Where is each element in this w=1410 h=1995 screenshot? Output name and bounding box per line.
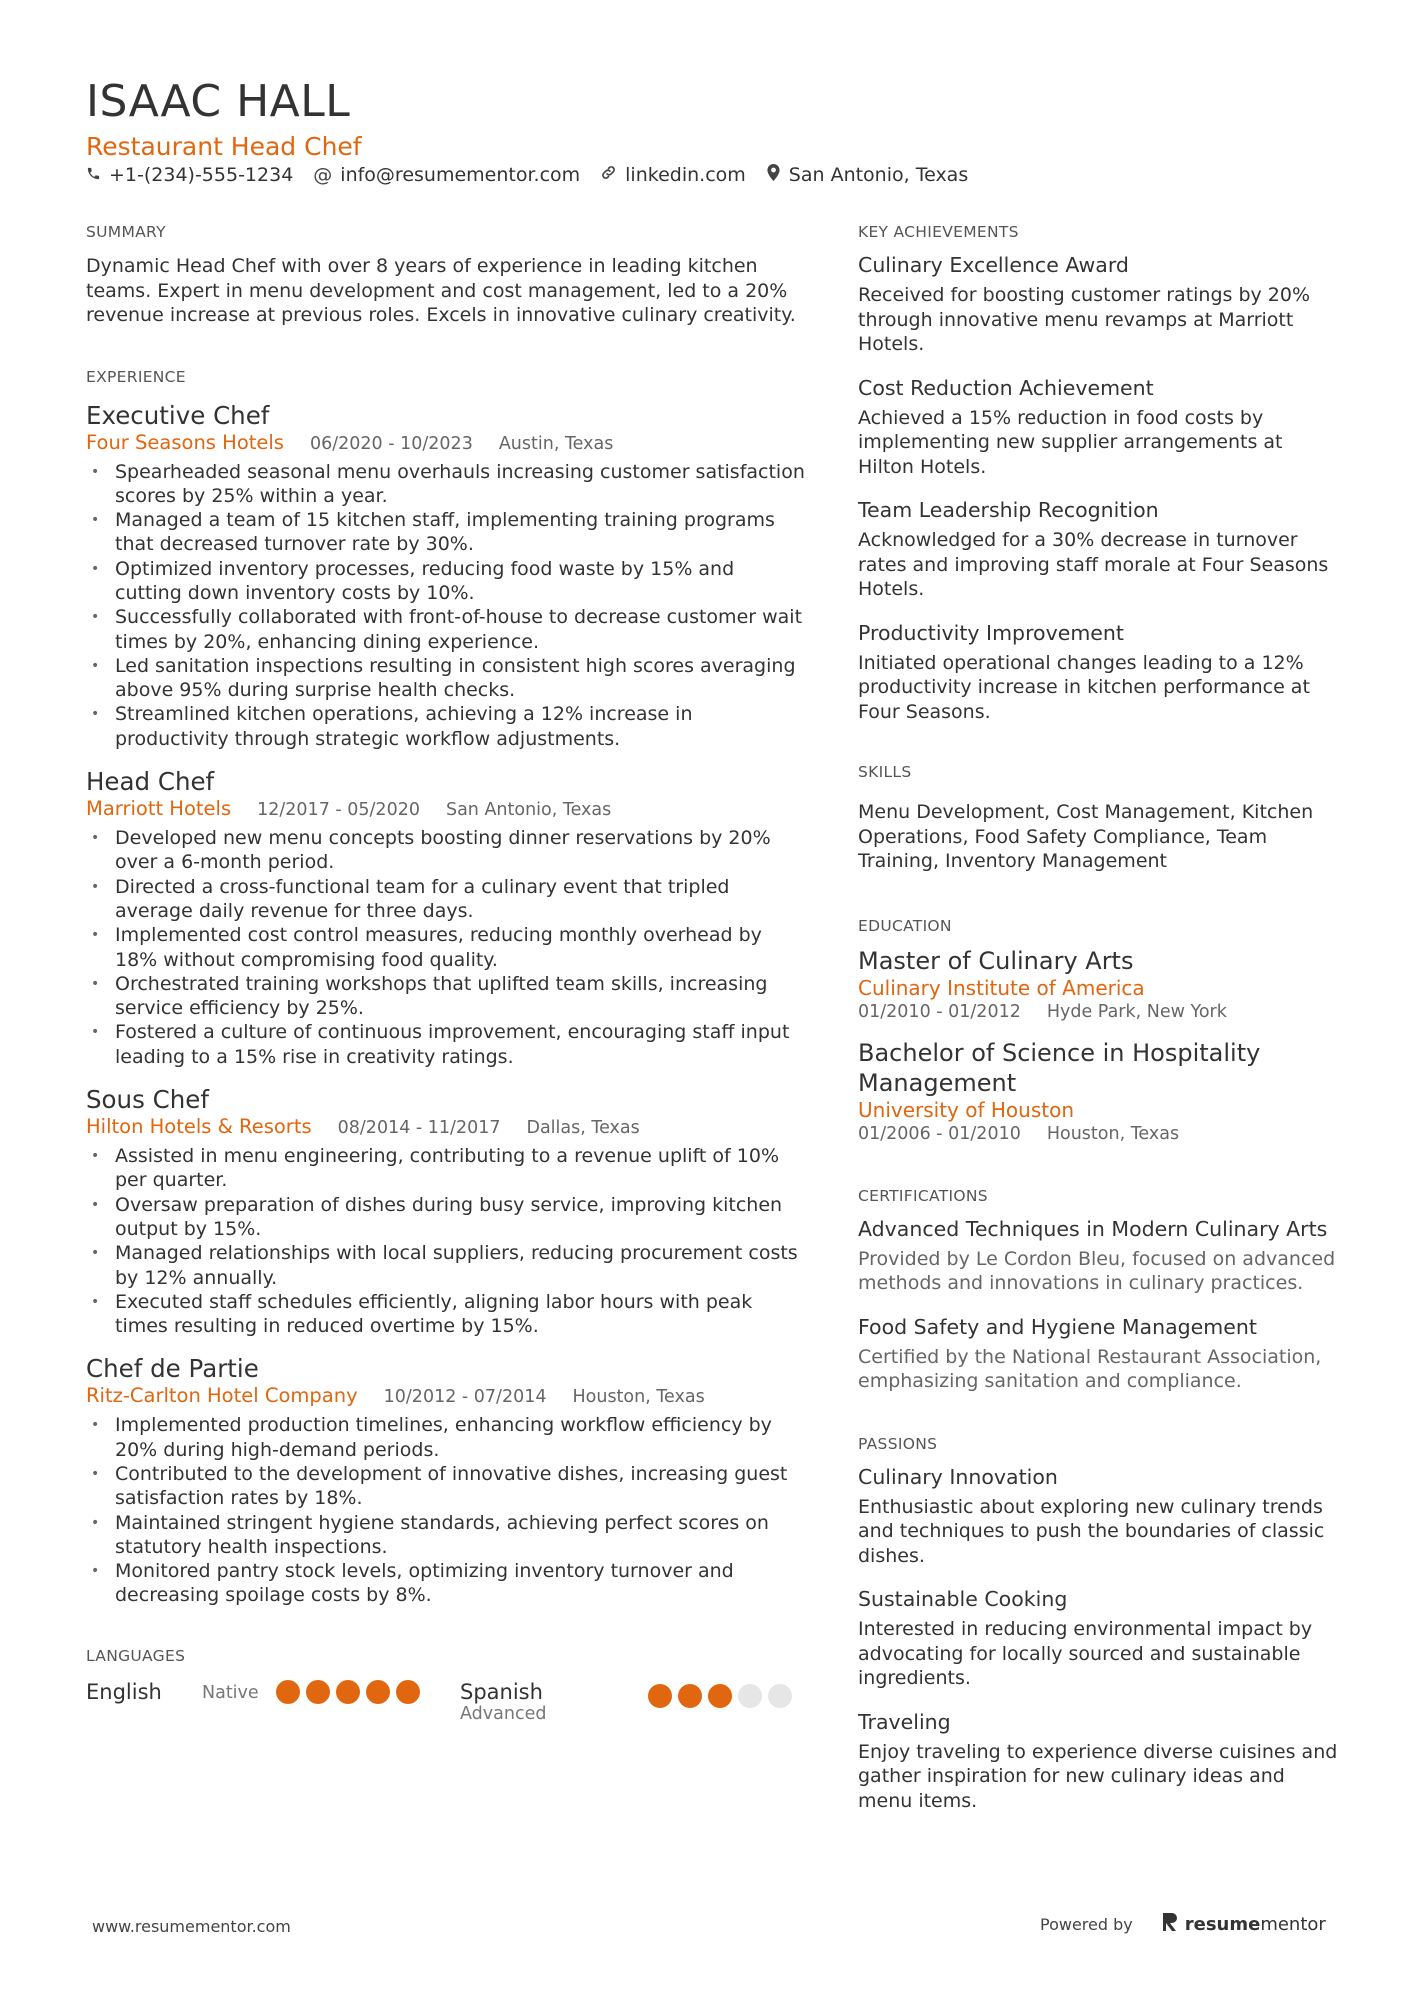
job-bullets: [86, 1413, 806, 1607]
skills-heading: SKILLS: [858, 763, 912, 781]
contact-linkedin-text: linkedin.com: [625, 164, 746, 186]
certification-title: Food Safety and Hygiene Management: [858, 1314, 1257, 1339]
achievement-title: Team Leadership Recognition: [858, 498, 1159, 522]
job-bullets: [86, 1144, 806, 1338]
achievement-title: Culinary Excellence Award: [858, 253, 1129, 277]
passion-text: Interested in reducing environmental impact by advocating for locally sourced and sustainable ingredients.: [858, 1618, 1313, 1689]
job-bullet: • Maintained stringent hygiene standards, achieving perfect scores on statutory health inspections.: [86, 1511, 806, 1560]
job-title: Chef de Partie: [86, 1354, 259, 1384]
languages-row: [86, 1680, 806, 1724]
powered-by-label: Powered by: [1040, 1915, 1133, 1934]
achievement-text: Initiated operational changes leading to a 12% productivity increase in kitchen performance at Four Seasons.: [858, 651, 1310, 723]
passions-section: [858, 1434, 1338, 1814]
education-location: Houston, Texas: [1046, 1123, 1180, 1144]
certifications-section: [858, 1186, 1338, 1394]
phone-icon: [86, 164, 109, 186]
job-bullet: • Optimized inventory processes, reducing food waste by 15% and cutting down inventory costs by 10%.: [86, 557, 806, 606]
rating-dot-filled: [366, 1680, 390, 1704]
achievement-item: [858, 620, 1338, 725]
job-bullet: • Led sanitation inspections resulting in consistent high scores averaging above 95% during surprise health checks.: [86, 654, 806, 703]
job-bullet: • Contributed to the development of innovative dishes, increasing guest satisfaction rates by 18%.: [86, 1462, 806, 1511]
rating-dot-filled: [306, 1680, 330, 1704]
summary-section: [86, 222, 806, 328]
job-company: Hilton Hotels & Resorts: [86, 1115, 312, 1139]
candidate-role: Restaurant Head Chef: [86, 132, 362, 161]
job-title: Head Chef: [86, 767, 215, 797]
rating-dot-filled: [678, 1684, 702, 1708]
passion-title: Traveling: [858, 1709, 951, 1734]
left-column: [86, 222, 806, 1724]
contact-email-text: info@resumementor.com: [340, 164, 581, 186]
job-title: Sous Chef: [86, 1085, 209, 1115]
passion-text: Enjoy traveling to experience diverse cuisines and gather inspiration for new culinary ideas and menu items.: [858, 1740, 1338, 1812]
job-location: Austin, Texas: [498, 433, 614, 454]
job-dates: 12/2017 - 05/2020: [257, 800, 420, 821]
job-bullet: • Successfully collaborated with front-of-house to decrease customer wait times by 20%, enhancing dining experience.: [86, 605, 806, 654]
languages-section: [86, 1646, 806, 1724]
achievement-title: Productivity Improvement: [858, 620, 1124, 645]
contact-linkedin[interactable]: [600, 164, 746, 186]
contact-email[interactable]: [313, 164, 580, 186]
job-bullets: [86, 460, 806, 752]
job-meta: [86, 797, 806, 822]
footer-website[interactable]: www.resumementor.com: [92, 1917, 291, 1936]
job-bullet: • Fostered a culture of continuous improvement, encouraging staff input leading to a 15% rise in creativity ratings.: [86, 1020, 806, 1069]
contact-phone-text: +1-(234)-555-1234: [109, 164, 294, 186]
experience-heading: EXPERIENCE: [86, 367, 186, 386]
contact-location: [766, 164, 968, 186]
job-company: Four Seasons Hotels: [86, 430, 284, 454]
certifications-heading: CERTIFICATIONS: [858, 1186, 988, 1205]
link-icon: [600, 164, 625, 186]
job-company: Marriott Hotels: [86, 797, 232, 821]
achievement-text: Acknowledged for a 30% decrease in turnover rates and improving staff morale at Four Seasons Hotels.: [858, 529, 1329, 600]
job-bullet: • Spearheaded seasonal menu overhauls increasing customer satisfaction scores by 25% within a year.: [86, 460, 806, 509]
rating-dot-filled: [396, 1680, 420, 1704]
at-icon: @: [313, 164, 333, 186]
language-item: [460, 1680, 798, 1724]
language-rating: [276, 1680, 426, 1704]
job-bullet: • Developed new menu concepts boosting dinner reservations by 20% over a 6-month period.: [86, 826, 806, 875]
passion-title: Culinary Innovation: [858, 1464, 1058, 1489]
passion-item: [858, 1586, 1338, 1691]
rating-dot-filled: [336, 1680, 360, 1704]
job-entry: [86, 767, 806, 1069]
job-dates: 08/2014 - 11/2017: [337, 1118, 501, 1139]
location-pin-icon: [766, 164, 789, 186]
certification-item: [858, 1314, 1338, 1394]
job-meta: [86, 431, 806, 456]
job-location: Houston, Texas: [572, 1387, 705, 1408]
brand-mark-icon: [1163, 1913, 1179, 1936]
experience-section: [86, 367, 806, 1608]
passion-item: [858, 1709, 1338, 1814]
rating-dot-filled: [708, 1684, 732, 1708]
passions-heading: PASSIONS: [858, 1434, 938, 1453]
education-dates: 01/2006 - 01/2010: [858, 1123, 1021, 1144]
achievement-text: Received for boosting customer ratings by 20% through innovative menu revamps at Marriott Hotels.: [858, 284, 1311, 355]
job-company: Ritz-Carlton Hotel Company: [86, 1384, 358, 1408]
skills-text: Menu Development, Cost Management, Kitchen Operations, Food Safety Compliance, Team Training, Inventory Management: [858, 801, 1314, 872]
brand-logo[interactable]: [1163, 1913, 1326, 1936]
education-school: Culinary Institute of America: [858, 975, 1145, 1000]
job-bullet: • Implemented cost control measures, reducing monthly overhead by 18% without compromising food quality.: [86, 923, 806, 972]
job-entry: [86, 1085, 806, 1338]
footer-powered-by: [1040, 1913, 1326, 1936]
language-level: Advanced: [460, 1703, 547, 1724]
language-level: Native: [202, 1682, 259, 1703]
education-item: [858, 1038, 1338, 1146]
certification-text: Certified by the National Restaurant Association, emphasizing sanitation and compliance.: [858, 1345, 1322, 1392]
rating-dot-empty: [768, 1684, 792, 1708]
achievements-heading: KEY ACHIEVEMENTS: [858, 223, 1019, 241]
education-heading: EDUCATION: [858, 916, 952, 935]
education-meta: [858, 1122, 1338, 1146]
education-school: University of Houston: [858, 1097, 1075, 1122]
job-bullet: • Monitored pantry stock levels, optimizing inventory turnover and decreasing spoilage costs by 8%.: [86, 1559, 806, 1608]
language-name: Spanish: [460, 1679, 543, 1704]
job-bullet: • Oversaw preparation of dishes during busy service, improving kitchen output by 15%.: [86, 1193, 806, 1242]
job-entry: [86, 1354, 806, 1607]
language-rating: [648, 1684, 798, 1708]
language-item: [86, 1680, 460, 1704]
job-location: San Antonio, Texas: [445, 800, 612, 821]
contact-location-text: San Antonio, Texas: [788, 164, 969, 186]
rating-dot-filled: [648, 1684, 672, 1708]
brand-bold: resume: [1184, 1914, 1261, 1935]
education-location: Hyde Park, New York: [1046, 1001, 1227, 1022]
job-location: Dallas, Texas: [526, 1118, 640, 1139]
job-title: Executive Chef: [86, 400, 270, 430]
job-dates: 10/2012 - 07/2014: [383, 1387, 547, 1408]
rating-dot-empty: [738, 1684, 762, 1708]
job-bullet: • Assisted in menu engineering, contributing to a revenue uplift of 10% per quarter.: [86, 1144, 806, 1193]
languages-heading: LANGUAGES: [86, 1646, 186, 1665]
education-section: [858, 916, 1338, 1146]
education-degree: Bachelor of Science in Hospitality Management: [858, 1038, 1261, 1097]
rating-dot-filled: [276, 1680, 300, 1704]
job-bullets: [86, 826, 806, 1069]
job-bullet: • Managed relationships with local suppliers, reducing procurement costs by 12% annually.: [86, 1241, 806, 1290]
skills-section: [858, 762, 1338, 874]
passion-text: Enthusiastic about exploring new culinary trends and techniques to push the boundaries of classic dishes.: [858, 1495, 1325, 1567]
job-entry: [86, 401, 806, 752]
job-bullet: • Implemented production timelines, enhancing workflow efficiency by 20% during high-demand periods.: [86, 1413, 806, 1462]
certification-text: Provided by Le Cordon Bleu, focused on advanced methods and innovations in culinary practices.: [858, 1247, 1336, 1294]
job-bullet: • Directed a cross-functional team for a culinary event that tripled average daily revenue for three days.: [86, 875, 806, 924]
certification-title: Advanced Techniques in Modern Culinary Arts: [858, 1216, 1328, 1241]
education-degree: Master of Culinary Arts: [858, 946, 1134, 975]
education-item: [858, 946, 1338, 1024]
passion-item: [858, 1464, 1338, 1569]
candidate-name: ISAAC HALL: [86, 76, 351, 127]
job-meta: [86, 1115, 806, 1140]
job-dates: 06/2020 - 10/2023: [309, 433, 473, 454]
contact-bar: [86, 164, 988, 186]
education-meta: [858, 1000, 1338, 1024]
achievement-title: Cost Reduction Achievement: [858, 375, 1154, 400]
job-meta: [86, 1384, 806, 1409]
contact-phone[interactable]: [86, 164, 293, 186]
brand-rest: mentor: [1260, 1914, 1326, 1935]
achievement-text: Achieved a 15% reduction in food costs by implementing new supplier arrangements at Hilton Hotels.: [858, 406, 1283, 478]
achievement-item: [858, 375, 1338, 480]
summary-text: Dynamic Head Chef with over 8 years of experience in leading kitchen teams. Expert in menu development and cost management, led to a 20% revenue increase at previous roles. Excels in innovative culinary creativity.: [86, 255, 796, 326]
language-name: English: [86, 1679, 162, 1704]
job-bullet: • Orchestrated training workshops that uplifted team skills, increasing service efficiency by 25%.: [86, 972, 806, 1021]
education-dates: 01/2010 - 01/2012: [858, 1001, 1021, 1022]
job-bullet: • Streamlined kitchen operations, achieving a 12% increase in productivity through strategic workflow adjustments.: [86, 702, 806, 751]
language-label-stack: [460, 1680, 648, 1724]
achievements-section: [858, 222, 1338, 724]
right-column: [858, 222, 1338, 1813]
certification-item: [858, 1216, 1338, 1296]
achievement-item: [858, 497, 1338, 602]
passion-title: Sustainable Cooking: [858, 1587, 1068, 1611]
job-bullet: • Managed a team of 15 kitchen staff, implementing training programs that decreased turnover rate by 30%.: [86, 508, 806, 557]
summary-heading: SUMMARY: [86, 223, 166, 241]
job-bullet: • Executed staff schedules efficiently, aligning labor hours with peak times resulting in reduced overtime by 15%.: [86, 1290, 806, 1339]
achievement-item: [858, 252, 1338, 357]
